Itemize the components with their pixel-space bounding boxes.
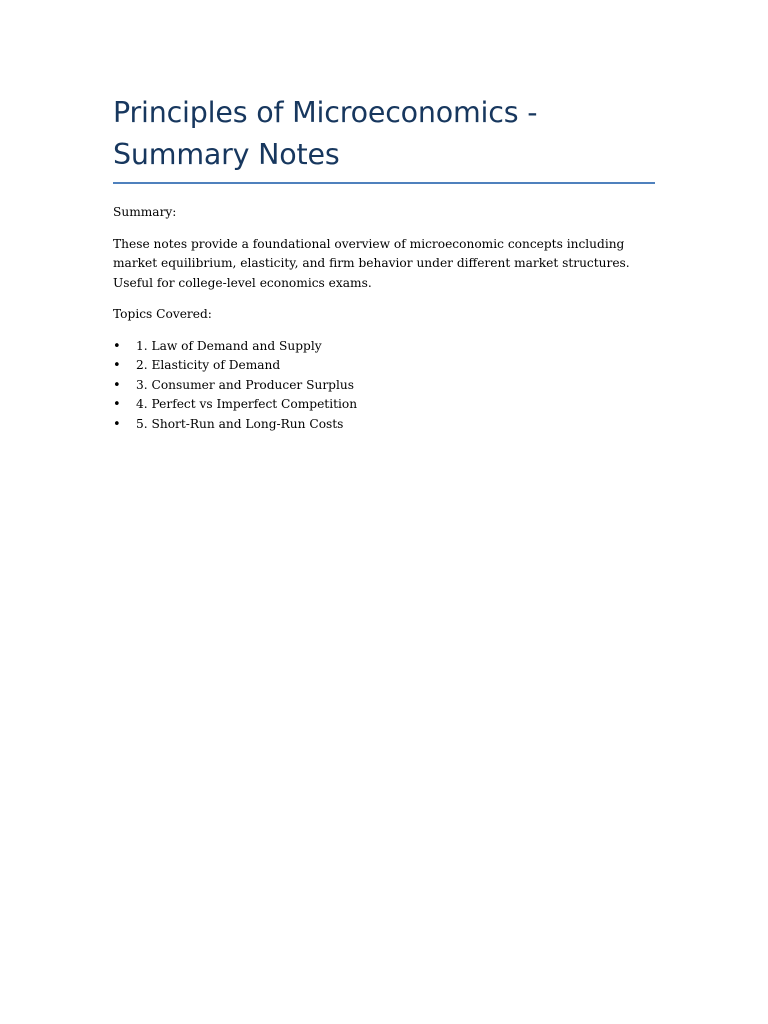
topic-text: 4. Perfect vs Imperfect Competition xyxy=(136,397,358,411)
list-item xyxy=(113,356,655,376)
bullet-icon: • xyxy=(113,358,121,373)
bullet-icon: • xyxy=(113,397,121,412)
topic-text: 2. Elasticity of Demand xyxy=(136,358,281,372)
bullet-icon: • xyxy=(113,338,121,354)
list-item xyxy=(113,395,655,415)
list-item xyxy=(113,415,655,435)
summary-label: Summary: xyxy=(113,205,177,219)
topics-list xyxy=(113,337,655,435)
bullet-icon: • xyxy=(113,416,121,432)
document-title: Principles of Microeconomics - Summary Notes xyxy=(113,92,655,184)
list-item xyxy=(113,337,655,357)
topic-text: 1. Law of Demand and Supply xyxy=(136,338,322,353)
summary-paragraph: These notes provide a foundational overview of microeconomic concepts including market equilibrium, elasticity, and firm behavior under different market structures. Useful for college-level economics exams. xyxy=(113,236,630,290)
topic-text: 5. Short-Run and Long-Run Costs xyxy=(136,416,344,431)
topic-text: 3. Consumer and Producer Surplus xyxy=(136,377,354,392)
list-item xyxy=(113,376,655,396)
bullet-icon: • xyxy=(113,377,121,393)
topics-label: Topics Covered: xyxy=(113,307,212,321)
document-page xyxy=(113,92,655,434)
